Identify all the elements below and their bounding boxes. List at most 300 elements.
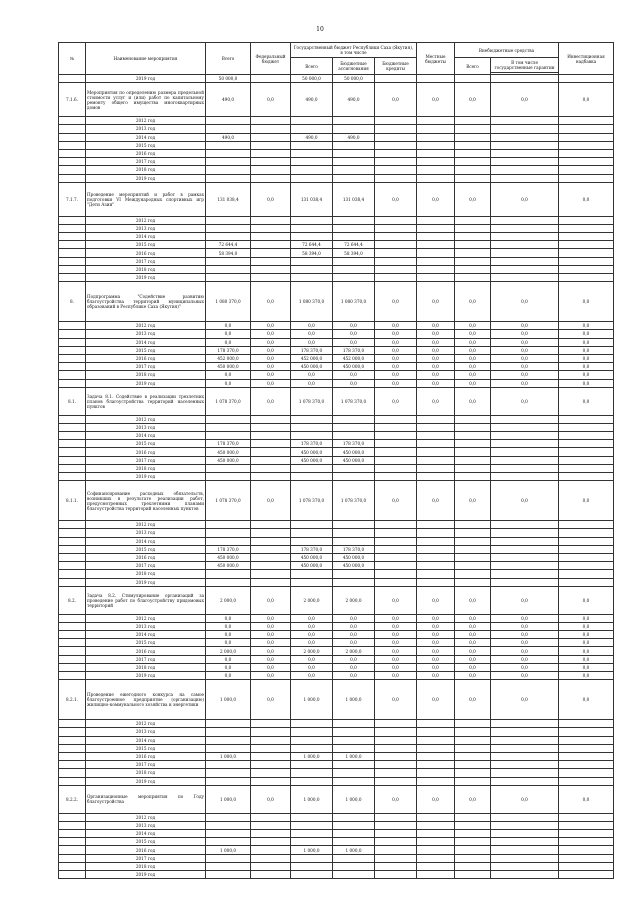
year-label: 2018 год bbox=[86, 663, 206, 671]
year-extra-total: 0,0 bbox=[455, 354, 491, 362]
year-total: 0,0 bbox=[206, 622, 251, 630]
measure-name: Организационные мероприятия по Году благоустройства bbox=[86, 785, 206, 813]
measure-name: Проведение ежегодного конкурса на самое благоустроенное предприятие (организацию) жилищно-коммунального хозяйства и энергетики bbox=[86, 680, 206, 720]
header-extra-group: Внебюджетные средства bbox=[455, 43, 559, 58]
summary-extra-incl: 0,0 bbox=[491, 282, 559, 322]
summary-inv: 0,0 bbox=[559, 83, 614, 117]
year-label: 2013 год bbox=[86, 622, 206, 630]
year-extra-total bbox=[455, 862, 491, 870]
summary-state-total: 1 078 370,0 bbox=[291, 387, 333, 415]
year-state-credit bbox=[375, 537, 417, 545]
year-local bbox=[417, 871, 455, 879]
year-row bbox=[59, 769, 614, 777]
year-total: 450 000,0 bbox=[206, 363, 251, 371]
year-state-alloc bbox=[333, 233, 375, 241]
year-extra-incl bbox=[491, 744, 559, 752]
year-total bbox=[206, 830, 251, 838]
year-state-total bbox=[291, 777, 333, 785]
year-row bbox=[59, 233, 614, 241]
year-extra-total: 0,0 bbox=[455, 655, 491, 663]
year-total bbox=[206, 117, 251, 125]
year-federal bbox=[251, 423, 291, 431]
year-total bbox=[206, 432, 251, 440]
year-federal bbox=[251, 117, 291, 125]
year-extra-incl bbox=[491, 456, 559, 464]
year-total bbox=[206, 257, 251, 265]
year-state-alloc: 0,0 bbox=[333, 371, 375, 379]
year-total bbox=[206, 149, 251, 157]
year-inv bbox=[559, 752, 614, 760]
year-federal: 0,0 bbox=[251, 622, 291, 630]
summary-extra-total: 0,0 bbox=[455, 83, 491, 117]
year-extra-incl bbox=[491, 871, 559, 879]
header-num: № bbox=[59, 43, 86, 75]
year-inv bbox=[559, 141, 614, 149]
year-local bbox=[417, 720, 455, 728]
year-extra-total: 0,0 bbox=[455, 639, 491, 647]
year-local bbox=[417, 821, 455, 829]
year-federal bbox=[251, 529, 291, 537]
header-federal: Федеральный бюджет bbox=[251, 43, 291, 75]
year-extra-incl bbox=[491, 265, 559, 273]
year-extra-total: 0,0 bbox=[455, 379, 491, 387]
year-local: 0,0 bbox=[417, 363, 455, 371]
year-state-credit: 0,0 bbox=[375, 354, 417, 362]
year-state-credit: 0,0 bbox=[375, 322, 417, 330]
year-state-alloc: 178 370,0 bbox=[333, 545, 375, 553]
year-state-credit bbox=[375, 249, 417, 257]
year-row bbox=[59, 216, 614, 224]
year-local bbox=[417, 862, 455, 870]
measure-row bbox=[59, 387, 614, 415]
year-state-alloc bbox=[333, 813, 375, 821]
year-total: 452 000,0 bbox=[206, 354, 251, 362]
year-label: 2017 год bbox=[86, 257, 206, 265]
summary-state-total: 2 000,0 bbox=[291, 586, 333, 614]
year-extra-incl bbox=[491, 464, 559, 472]
year-extra-incl bbox=[491, 752, 559, 760]
year-local bbox=[417, 744, 455, 752]
year-total: 72 644,4 bbox=[206, 241, 251, 249]
year-extra-total bbox=[455, 728, 491, 736]
year-inv: 0,0 bbox=[559, 346, 614, 354]
year-federal bbox=[251, 578, 291, 586]
year-extra-incl bbox=[491, 125, 559, 133]
year-state-total bbox=[291, 274, 333, 282]
year-total: 450 000,0 bbox=[206, 562, 251, 570]
summary-state-total: 131 038,4 bbox=[291, 182, 333, 216]
year-total bbox=[206, 521, 251, 529]
year-row bbox=[59, 647, 614, 655]
year-inv bbox=[559, 521, 614, 529]
measure-num: 8.2. bbox=[59, 586, 86, 614]
year-row bbox=[59, 777, 614, 785]
year-federal bbox=[251, 562, 291, 570]
year-total: 1 000,0 bbox=[206, 846, 251, 854]
year-inv: 0,0 bbox=[559, 330, 614, 338]
measure-name: Задача 8.2. Стимулирование организаций за проведение работ по благоустройству придомовых территорий bbox=[86, 586, 206, 614]
header-state-group: Государственный бюджет Республики Саха (Якутия), в том числе bbox=[291, 43, 417, 58]
year-num-cell bbox=[59, 862, 86, 870]
summary-state-total: 1 000,0 bbox=[291, 680, 333, 720]
year-state-credit bbox=[375, 769, 417, 777]
year-federal bbox=[251, 553, 291, 561]
year-state-credit bbox=[375, 274, 417, 282]
year-total: 2 000,0 bbox=[206, 647, 251, 655]
year-federal bbox=[251, 166, 291, 174]
summary-inv: 0,0 bbox=[559, 481, 614, 521]
year-local bbox=[417, 432, 455, 440]
year-state-alloc bbox=[333, 149, 375, 157]
year-local bbox=[417, 233, 455, 241]
year-row bbox=[59, 537, 614, 545]
year-inv bbox=[559, 838, 614, 846]
year-extra-incl: 0,0 bbox=[491, 672, 559, 680]
year-row bbox=[59, 578, 614, 586]
year-extra-incl: 0,0 bbox=[491, 354, 559, 362]
measure-num: 8.1. bbox=[59, 387, 86, 415]
year-total bbox=[206, 423, 251, 431]
year-local bbox=[417, 117, 455, 125]
year-federal bbox=[251, 761, 291, 769]
year-federal bbox=[251, 720, 291, 728]
year-state-alloc: 450 000,0 bbox=[333, 553, 375, 561]
year-local bbox=[417, 265, 455, 273]
year-row bbox=[59, 553, 614, 561]
year-label: 2012 год bbox=[86, 813, 206, 821]
year-state-alloc bbox=[333, 158, 375, 166]
year-row bbox=[59, 862, 614, 870]
summary-inv: 0,0 bbox=[559, 387, 614, 415]
summary-state-alloc: 1 000,0 bbox=[333, 680, 375, 720]
budget-table bbox=[58, 42, 614, 879]
year-federal bbox=[251, 545, 291, 553]
year-num-cell bbox=[59, 830, 86, 838]
year-extra-total bbox=[455, 761, 491, 769]
year-state-credit bbox=[375, 854, 417, 862]
year-inv bbox=[559, 117, 614, 125]
year-total bbox=[206, 274, 251, 282]
year-inv bbox=[559, 265, 614, 273]
year-row bbox=[59, 363, 614, 371]
year-state-alloc bbox=[333, 769, 375, 777]
year-extra-incl bbox=[491, 769, 559, 777]
year-state-total bbox=[291, 432, 333, 440]
year-extra-total bbox=[455, 174, 491, 182]
year-local: 0,0 bbox=[417, 338, 455, 346]
year-federal bbox=[251, 432, 291, 440]
year-extra-incl bbox=[491, 149, 559, 157]
year-extra-incl bbox=[491, 736, 559, 744]
year-extra-total bbox=[455, 562, 491, 570]
year-label: 2016 год bbox=[86, 448, 206, 456]
year-state-total bbox=[291, 821, 333, 829]
year-state-credit bbox=[375, 117, 417, 125]
year-local bbox=[417, 174, 455, 182]
year-total: 0,0 bbox=[206, 655, 251, 663]
year-extra-incl bbox=[491, 233, 559, 241]
year-inv bbox=[559, 241, 614, 249]
year-extra-incl bbox=[491, 854, 559, 862]
year-federal: 0,0 bbox=[251, 672, 291, 680]
year-state-total bbox=[291, 158, 333, 166]
summary-total: 2 000,0 bbox=[206, 586, 251, 614]
year-label: 2019 год bbox=[86, 578, 206, 586]
year-state-total bbox=[291, 149, 333, 157]
summary-extra-total: 0,0 bbox=[455, 785, 491, 813]
year-total: 450 000,0 bbox=[206, 553, 251, 561]
year-federal bbox=[251, 149, 291, 157]
year-state-alloc: 178 370,0 bbox=[333, 440, 375, 448]
summary-total: 1 078 370,0 bbox=[206, 481, 251, 521]
year-num-cell bbox=[59, 346, 86, 354]
year-extra-total bbox=[455, 158, 491, 166]
year-state-total bbox=[291, 862, 333, 870]
year-state-credit bbox=[375, 744, 417, 752]
year-num-cell bbox=[59, 174, 86, 182]
year-state-alloc bbox=[333, 265, 375, 273]
year-extra-total bbox=[455, 249, 491, 257]
year-local bbox=[417, 777, 455, 785]
summary-extra-incl: 0,0 bbox=[491, 182, 559, 216]
year-total bbox=[206, 777, 251, 785]
year-extra-total bbox=[455, 736, 491, 744]
measure-num: 8. bbox=[59, 282, 86, 322]
year-state-credit bbox=[375, 761, 417, 769]
year-total: 0,0 bbox=[206, 338, 251, 346]
year-extra-total bbox=[455, 521, 491, 529]
year-num-cell bbox=[59, 639, 86, 647]
year-extra-total bbox=[455, 415, 491, 423]
summary-federal: 0,0 bbox=[251, 83, 291, 117]
year-state-credit bbox=[375, 125, 417, 133]
year-num-cell bbox=[59, 322, 86, 330]
summary-state-credit: 0,0 bbox=[375, 83, 417, 117]
year-extra-total bbox=[455, 257, 491, 265]
year-label: 2017 год bbox=[86, 655, 206, 663]
year-label: 2013 год bbox=[86, 423, 206, 431]
year-total: 1 000,0 bbox=[206, 752, 251, 760]
year-label: 2015 год bbox=[86, 241, 206, 249]
year-label: 2018 год bbox=[86, 464, 206, 472]
year-row bbox=[59, 330, 614, 338]
year-row bbox=[59, 736, 614, 744]
year-state-credit: 0,0 bbox=[375, 614, 417, 622]
year-local bbox=[417, 761, 455, 769]
year-inv bbox=[559, 257, 614, 265]
year-total: 450 000,0 bbox=[206, 448, 251, 456]
year-state-total: 0,0 bbox=[291, 655, 333, 663]
year-state-alloc: 0,0 bbox=[333, 655, 375, 663]
year-state-credit: 0,0 bbox=[375, 330, 417, 338]
summary-extra-total: 0,0 bbox=[455, 387, 491, 415]
year-row bbox=[59, 614, 614, 622]
year-row bbox=[59, 464, 614, 472]
year-inv bbox=[559, 744, 614, 752]
year-total: 0,0 bbox=[206, 639, 251, 647]
year-extra-total bbox=[455, 553, 491, 561]
year-state-credit: 0,0 bbox=[375, 631, 417, 639]
year-federal bbox=[251, 174, 291, 182]
year-local bbox=[417, 769, 455, 777]
year-state-total bbox=[291, 464, 333, 472]
year-inv: 0,0 bbox=[559, 672, 614, 680]
year-local bbox=[417, 274, 455, 282]
year-state-credit bbox=[375, 133, 417, 141]
year-num-cell bbox=[59, 537, 86, 545]
year-local bbox=[417, 752, 455, 760]
year-federal bbox=[251, 249, 291, 257]
year-extra-total: 0,0 bbox=[455, 322, 491, 330]
year-inv bbox=[559, 216, 614, 224]
year-extra-total bbox=[455, 448, 491, 456]
summary-inv: 0,0 bbox=[559, 282, 614, 322]
header-total: Всего bbox=[206, 43, 251, 75]
year-row bbox=[59, 440, 614, 448]
year-extra-total: 0,0 bbox=[455, 614, 491, 622]
year-inv bbox=[559, 125, 614, 133]
year-inv bbox=[559, 448, 614, 456]
header-extra-incl: В том числе государственные гарантии bbox=[491, 58, 559, 73]
summary-local: 0,0 bbox=[417, 481, 455, 521]
year-inv bbox=[559, 464, 614, 472]
year-federal bbox=[251, 744, 291, 752]
year-extra-incl: 0,0 bbox=[491, 330, 559, 338]
year-state-total bbox=[291, 224, 333, 232]
year-inv: 0,0 bbox=[559, 371, 614, 379]
measure-row bbox=[59, 481, 614, 521]
year-federal: 0,0 bbox=[251, 354, 291, 362]
year-extra-incl bbox=[491, 257, 559, 265]
summary-local: 0,0 bbox=[417, 282, 455, 322]
year-total bbox=[206, 141, 251, 149]
summary-federal: 0,0 bbox=[251, 586, 291, 614]
year-state-total bbox=[291, 125, 333, 133]
year-inv bbox=[559, 249, 614, 257]
year-state-credit bbox=[375, 728, 417, 736]
year-state-total: 0,0 bbox=[291, 338, 333, 346]
year-num-cell bbox=[59, 432, 86, 440]
summary-total: 1 000,0 bbox=[206, 785, 251, 813]
year-row bbox=[59, 813, 614, 821]
year-state-credit: 0,0 bbox=[375, 672, 417, 680]
year-extra-total bbox=[455, 241, 491, 249]
year-inv bbox=[559, 473, 614, 481]
year-row bbox=[59, 639, 614, 647]
year-state-credit bbox=[375, 752, 417, 760]
year-local: 0,0 bbox=[417, 322, 455, 330]
year-state-alloc: 0,0 bbox=[333, 322, 375, 330]
summary-inv: 0,0 bbox=[559, 182, 614, 216]
year-extra-incl: 0,0 bbox=[491, 631, 559, 639]
year-inv bbox=[559, 736, 614, 744]
year-inv bbox=[559, 553, 614, 561]
year-federal bbox=[251, 752, 291, 760]
year-extra-incl: 0,0 bbox=[491, 322, 559, 330]
year-state-credit: 0,0 bbox=[375, 655, 417, 663]
year-row bbox=[59, 141, 614, 149]
year-extra-incl bbox=[491, 75, 559, 83]
year-state-credit: 0,0 bbox=[375, 663, 417, 671]
year-total: 178 370,0 bbox=[206, 545, 251, 553]
year-total: 0,0 bbox=[206, 371, 251, 379]
year-extra-incl bbox=[491, 423, 559, 431]
year-inv bbox=[559, 720, 614, 728]
year-state-total bbox=[291, 736, 333, 744]
year-federal bbox=[251, 125, 291, 133]
year-total bbox=[206, 821, 251, 829]
year-extra-incl bbox=[491, 473, 559, 481]
year-row bbox=[59, 149, 614, 157]
year-label: 2012 год bbox=[86, 720, 206, 728]
summary-state-total: 1 080 370,0 bbox=[291, 282, 333, 322]
year-federal bbox=[251, 448, 291, 456]
year-total bbox=[206, 862, 251, 870]
year-inv: 0,0 bbox=[559, 631, 614, 639]
year-local bbox=[417, 141, 455, 149]
summary-extra-incl: 0,0 bbox=[491, 387, 559, 415]
year-state-total bbox=[291, 570, 333, 578]
year-state-alloc bbox=[333, 720, 375, 728]
year-extra-total bbox=[455, 224, 491, 232]
year-extra-incl: 0,0 bbox=[491, 655, 559, 663]
year-label: 2017 год bbox=[86, 158, 206, 166]
year-num-cell bbox=[59, 274, 86, 282]
year-extra-incl bbox=[491, 720, 559, 728]
summary-inv: 0,0 bbox=[559, 680, 614, 720]
year-local bbox=[417, 728, 455, 736]
year-extra-total: 0,0 bbox=[455, 346, 491, 354]
year-row bbox=[59, 322, 614, 330]
year-state-alloc: 0,0 bbox=[333, 338, 375, 346]
year-num-cell bbox=[59, 578, 86, 586]
year-local bbox=[417, 464, 455, 472]
year-local bbox=[417, 736, 455, 744]
year-local: 0,0 bbox=[417, 672, 455, 680]
year-state-credit bbox=[375, 736, 417, 744]
year-state-credit bbox=[375, 521, 417, 529]
year-inv bbox=[559, 529, 614, 537]
summary-state-credit: 0,0 bbox=[375, 785, 417, 813]
year-local: 0,0 bbox=[417, 354, 455, 362]
year-total: 58 394,0 bbox=[206, 249, 251, 257]
year-federal bbox=[251, 440, 291, 448]
year-extra-total bbox=[455, 744, 491, 752]
year-federal bbox=[251, 854, 291, 862]
year-extra-total bbox=[455, 149, 491, 157]
year-federal: 0,0 bbox=[251, 647, 291, 655]
summary-extra-incl: 0,0 bbox=[491, 586, 559, 614]
year-state-credit bbox=[375, 440, 417, 448]
summary-state-alloc: 1 080 370,0 bbox=[333, 282, 375, 322]
summary-extra-incl: 0,0 bbox=[491, 83, 559, 117]
year-row bbox=[59, 744, 614, 752]
year-local: 0,0 bbox=[417, 639, 455, 647]
year-federal: 0,0 bbox=[251, 631, 291, 639]
year-state-alloc: 58 394,0 bbox=[333, 249, 375, 257]
year-state-total: 450 000,0 bbox=[291, 363, 333, 371]
year-label: 2016 год bbox=[86, 752, 206, 760]
year-state-alloc: 490,0 bbox=[333, 133, 375, 141]
year-label: 2016 год bbox=[86, 846, 206, 854]
year-total bbox=[206, 224, 251, 232]
year-local: 0,0 bbox=[417, 647, 455, 655]
summary-extra-total: 0,0 bbox=[455, 282, 491, 322]
year-state-total bbox=[291, 265, 333, 273]
year-state-credit: 0,0 bbox=[375, 338, 417, 346]
year-extra-total bbox=[455, 871, 491, 879]
year-state-total: 450 000,0 bbox=[291, 553, 333, 561]
